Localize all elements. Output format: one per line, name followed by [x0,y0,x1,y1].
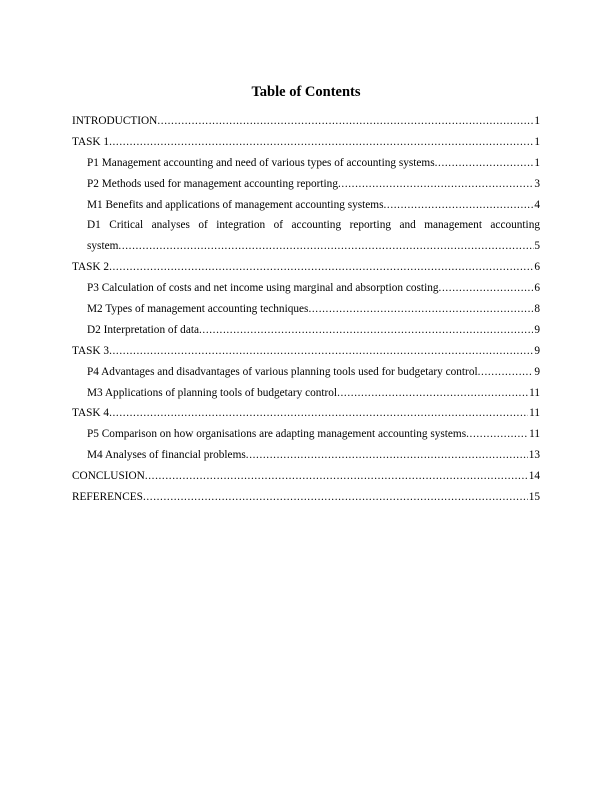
toc-entry-d2[interactable] [72,320,540,341]
toc-entry-task-1[interactable] [72,132,540,153]
toc-entry-introduction[interactable] [72,111,540,132]
toc-page-number: 1 [534,156,540,169]
toc-page-number: 3 [534,177,540,190]
toc-entry-d1[interactable] [72,215,540,257]
toc-page-number: 4 [534,198,540,211]
toc-entry-text: D2 Interpretation of data [87,323,199,336]
toc-page-number: 11 [529,386,540,399]
dot-leader [118,236,534,257]
toc-entry-text: M1 Benefits and applications of management accounting systems [87,198,384,211]
toc-entry-text: M3 Applications of planning tools of budgetary control [87,386,338,399]
dot-leader [466,424,528,445]
dot-leader [143,487,528,508]
toc-entry-text: M2 Types of management accounting techniques [87,303,309,316]
toc-page-number: 5 [534,240,540,253]
toc-entry-task-4[interactable] [72,403,540,424]
toc-entry-conclusion[interactable] [72,466,540,487]
toc-page-number: 9 [534,365,540,378]
toc-page-number: 6 [534,261,540,274]
toc-entry-text: M4 Analyses of financial problems [87,449,246,462]
dot-leader [199,320,533,341]
dot-leader [439,278,534,299]
toc-entry-text: P3 Calculation of costs and net income using marginal and absorption costing [87,282,439,295]
toc-entry-m3[interactable] [72,383,540,404]
toc-entry-p1[interactable] [72,153,540,174]
toc-entry-text-line2: system [87,240,119,253]
dot-leader [338,174,533,195]
dot-leader [109,403,528,424]
toc-page-number: 9 [534,344,540,357]
toc-entry-text: P5 Comparison on how organisations are adapting management accounting systems [87,428,467,441]
toc-page-number: 15 [528,491,540,504]
toc-entry-references[interactable] [72,487,540,508]
toc-entry-p2[interactable] [72,174,540,195]
toc-page-number: 1 [534,115,540,127]
toc-entry-m2[interactable] [72,299,540,320]
toc-entry-text: TASK 2 [72,261,110,274]
dot-leader [246,445,528,466]
toc-entry-text: INTRODUCTION [72,115,158,127]
toc-entry-text: P4 Advantages and disadvantages of various planning tools used for budgetary control [87,365,478,378]
toc-entry-text: TASK 3 [72,344,110,357]
toc-entry-text: TASK 1 [72,135,110,148]
toc-entry-text: P1 Management accounting and need of various types of accounting systems [87,156,435,169]
toc-entry-text: P2 Methods used for management accounting reporting [87,177,338,190]
toc-entry-task-3[interactable] [72,341,540,362]
toc-page-number: 8 [534,303,540,316]
toc-page-number: 11 [529,428,540,441]
toc-page-number: 14 [528,470,540,483]
toc-entry-p3[interactable] [72,278,540,299]
dot-leader [157,111,533,132]
toc-entry-p5[interactable] [72,424,540,445]
dot-leader [308,299,533,320]
toc-title: Table of Contents [251,84,361,100]
toc-list [72,111,540,508]
toc-entry-text-line1: D1 Critical analyses of integration of accounting reporting and management accounting [87,219,540,232]
dot-leader [383,195,533,216]
toc-entry-text: CONCLUSION [72,470,145,483]
dot-leader [478,362,534,383]
dot-leader [435,153,534,174]
toc-entry-m4[interactable] [72,445,540,466]
toc-page-number: 13 [528,449,540,462]
toc-entry-text: TASK 4 [72,407,110,420]
toc-entry-text: REFERENCES [72,491,143,504]
toc-entry-p4[interactable] [72,362,540,383]
toc-page-number: 9 [534,323,540,336]
toc-entry-m1[interactable] [72,195,540,216]
dot-leader [337,383,528,404]
dot-leader [109,132,533,153]
toc-page-number: 11 [529,407,540,420]
dot-leader [109,257,533,278]
toc-entry-task-2[interactable] [72,257,540,278]
toc-page-number: 6 [534,282,540,295]
toc-page-number: 1 [534,135,540,148]
dot-leader [109,341,533,362]
dot-leader [145,466,528,487]
